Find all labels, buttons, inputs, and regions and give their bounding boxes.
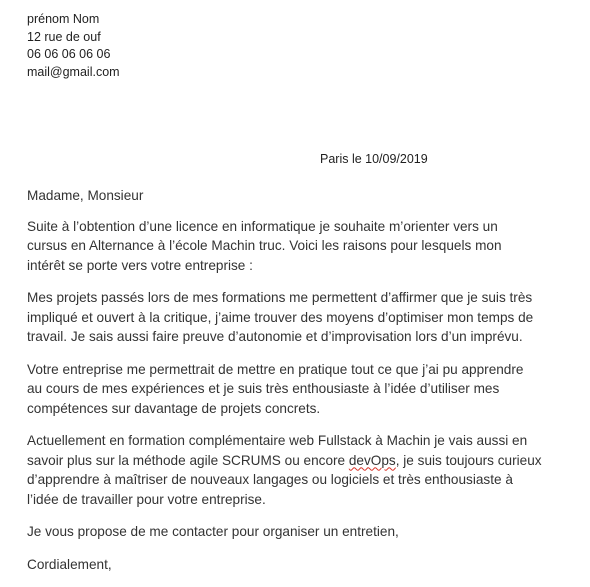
text-line: intérêt se porte vers votre entreprise : [27, 257, 253, 273]
text-line: Votre entreprise me permettrait de mettre en pratique tout ce que j’ai pu apprendre [27, 361, 524, 377]
closing: Cordialement, [27, 556, 112, 572]
text-line: travail. Je sais aussi faire preuve d’autonomie et d’improvisation lors d’un imprévu. [27, 329, 523, 344]
text-line: l’idée de travailler pour votre entreprise. [27, 491, 266, 507]
text-line: cursus en Alternance à l’école Machin truc. Voici les raisons pour lesquels mon [27, 238, 502, 253]
text-line: Actuellement en formation complémentaire web Fullstack à Machin je vais aussi en [27, 433, 528, 448]
sender-email: mail@gmail.com [27, 64, 120, 79]
spellcheck-flagged-word[interactable]: devOps [348, 452, 396, 468]
text-line: d’apprendre à maîtriser de nouveaux langages ou logiciels et très enthousiaste à [27, 472, 513, 487]
text-segment: , je suis toujours curieux [395, 452, 542, 468]
paragraph-4 [27, 431, 567, 509]
sender-phone: 06 06 06 06 06 [27, 47, 111, 61]
text-segment: savoir plus sur la méthode agile SCRUMS ou encore [27, 452, 349, 468]
text-line: au cours de mes expériences et je suis très enthousiaste à l’idée d’utiliser mes [27, 381, 500, 396]
paragraph-5: Je vous propose de me contacter pour organiser un entretien, [27, 524, 399, 539]
paragraph-2 [27, 288, 567, 347]
sender-block [27, 11, 120, 81]
date-line: Paris le 10/09/2019 [320, 152, 428, 166]
text-line: impliqué et ouvert à la critique, j’aime trouver des moyens d’optimiser mon temps de [27, 309, 534, 325]
sender-name: prénom Nom [27, 12, 100, 26]
text-line: compétences sur davantage de projets concrets. [27, 400, 321, 416]
paragraph-1 [27, 217, 567, 276]
letter-body[interactable] [27, 186, 567, 587]
paragraph-3 [27, 360, 567, 419]
text-line: Mes projets passés lors de mes formations me permettent d’affirmer que je suis très [27, 290, 533, 305]
sender-address: 12 rue de ouf [27, 29, 101, 44]
text-line [27, 451, 567, 471]
salutation: Madame, Monsieur [27, 188, 144, 203]
text-line: Suite à l’obtention d’une licence en informatique je souhaite m’orienter vers un [27, 218, 498, 234]
